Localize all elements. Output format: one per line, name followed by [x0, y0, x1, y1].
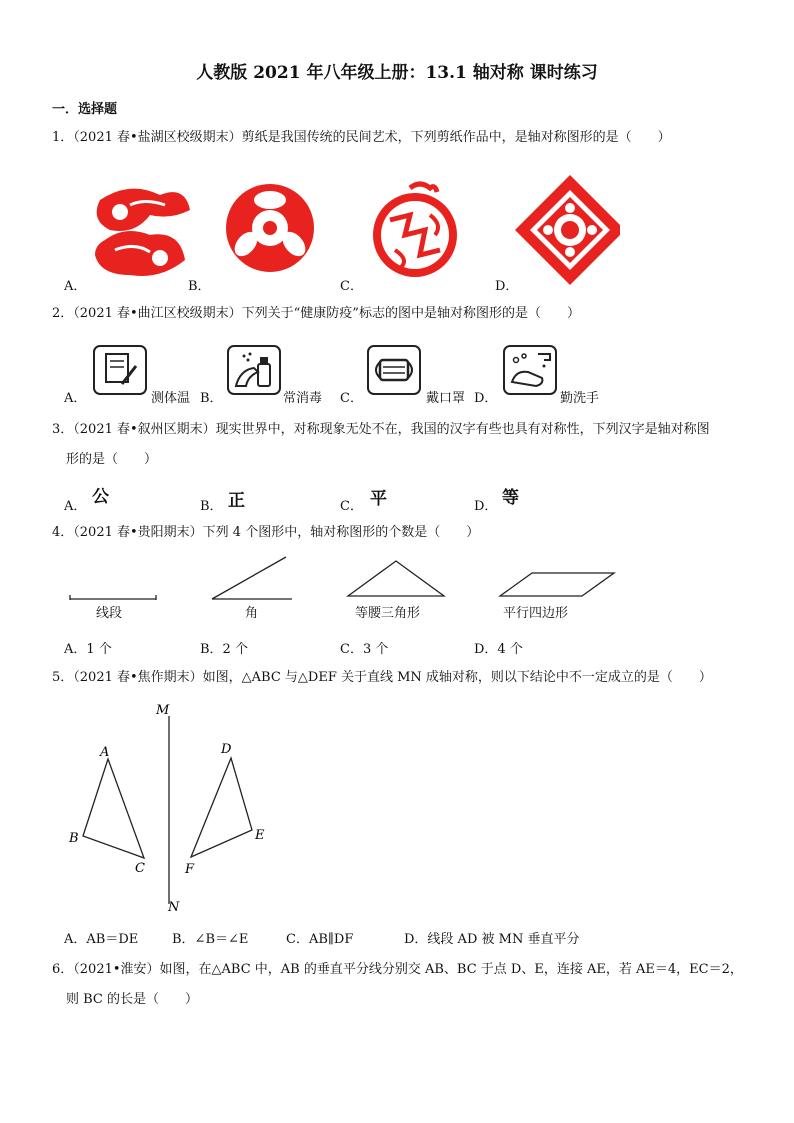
q2-caption-c: 戴口罩 — [426, 391, 466, 406]
q2-option-a: A． — [64, 391, 87, 406]
q3-option-c: C． — [340, 499, 363, 514]
thermometer-icon — [92, 344, 148, 396]
q4-caption-angle: 角 — [245, 606, 259, 621]
question-1-papercuts — [60, 175, 620, 290]
triangle-def — [191, 758, 252, 857]
q3-char-b: 正 — [228, 491, 245, 511]
q4-caption-isosceles: 等腰三角形 — [355, 606, 421, 621]
q4-option-c: C．3 个 — [340, 642, 389, 657]
angle-shape — [212, 557, 292, 599]
q3-option-a: A． — [64, 499, 87, 514]
q1-option-d: D． — [495, 279, 519, 294]
triangle-abc — [83, 759, 144, 858]
q5-option-a: A．AB＝DE — [64, 932, 139, 947]
label-e: E — [255, 828, 265, 843]
q1-option-b: B． — [188, 279, 211, 294]
label-d: D — [221, 742, 232, 757]
papercut-b-image — [226, 184, 314, 272]
isosceles-triangle-shape — [348, 561, 444, 596]
label-b: B — [69, 831, 79, 846]
page-title: 人教版 2021 年八年级上册：13.1 轴对称 课时练习 — [196, 63, 598, 83]
label-a: A — [100, 745, 110, 760]
q3-char-a: 公 — [92, 487, 109, 507]
label-m: M — [156, 703, 170, 718]
q4-option-d: D．4 个 — [474, 642, 523, 657]
q4-caption-segment: 线段 — [96, 606, 123, 621]
q2-option-c: C． — [340, 391, 363, 406]
papercut-c-image — [373, 184, 457, 277]
label-f: F — [185, 862, 195, 877]
disinfect-spray-icon — [226, 344, 282, 396]
question-6-text: 6．（2021•淮安）如图，在△ABC 中，AB 的垂直平分线分别交 AB、BC 于点 D、E，连接 AE，若 AE＝4，EC＝2， — [52, 962, 743, 977]
q2-option-b: B． — [200, 391, 223, 406]
question-5-diagram — [60, 700, 290, 915]
hand-wash-icon — [502, 344, 558, 396]
face-mask-icon — [366, 344, 422, 396]
papercut-a-image — [95, 189, 190, 276]
question-1-text: 1．（2021 春•盐湖区校级期末）剪纸是我国传统的民间艺术，下列剪纸作品中，是轴对称图形的是（ ） — [52, 130, 671, 145]
q5-option-c: C．AB∥DF — [286, 932, 354, 947]
q4-option-b: B．2 个 — [200, 642, 248, 657]
q2-caption-d: 勤洗手 — [560, 391, 600, 406]
question-3-text-cont: 形的是（ ） — [66, 452, 158, 467]
question-3-text: 3．（2021 春•叙州区期末）现实世界中，对称现象无处不在，我国的汉字有些也具有对称性，下列汉字是轴对称图 — [52, 422, 710, 437]
q1-option-c: C． — [340, 279, 363, 294]
q5-option-d: D．线段 AD 被 MN 垂直平分 — [404, 932, 580, 947]
question-2-text: 2．（2021 春•曲江区校级期末）下列关于“健康防疫”标志的图中是轴对称图形的是（ ） — [52, 306, 580, 321]
q3-char-c: 平 — [370, 489, 387, 509]
q3-char-d: 等 — [502, 488, 519, 508]
q2-option-d: D． — [474, 391, 498, 406]
q4-option-a: A．1 个 — [64, 642, 112, 657]
label-c: C — [135, 861, 145, 876]
question-4-shapes — [60, 555, 630, 605]
q2-caption-a: 测体温 — [151, 391, 191, 406]
q1-option-a: A． — [64, 279, 87, 294]
question-6-text-cont: 则 BC 的长是（ ） — [66, 992, 199, 1007]
parallelogram-shape — [500, 573, 614, 596]
section-heading: 一．选择题 — [52, 102, 118, 117]
line-segment-shape — [70, 595, 156, 600]
q2-caption-b: 常消毒 — [283, 391, 323, 406]
label-n: N — [168, 900, 180, 915]
q3-option-d: D． — [474, 499, 498, 514]
papercut-d-image — [515, 175, 620, 285]
q4-caption-parallelogram: 平行四边形 — [503, 606, 569, 621]
q5-option-b: B．∠B＝∠E — [172, 932, 249, 947]
question-5-text: 5．（2021 春•焦作期末）如图，△ABC 与△DEF 关于直线 MN 成轴对称，则以下结论中不一定成立的是（ ） — [52, 670, 712, 685]
q3-option-b: B． — [200, 499, 223, 514]
question-4-text: 4．（2021 春•贵阳期末）下列 4 个图形中，轴对称图形的个数是（ ） — [52, 525, 480, 540]
